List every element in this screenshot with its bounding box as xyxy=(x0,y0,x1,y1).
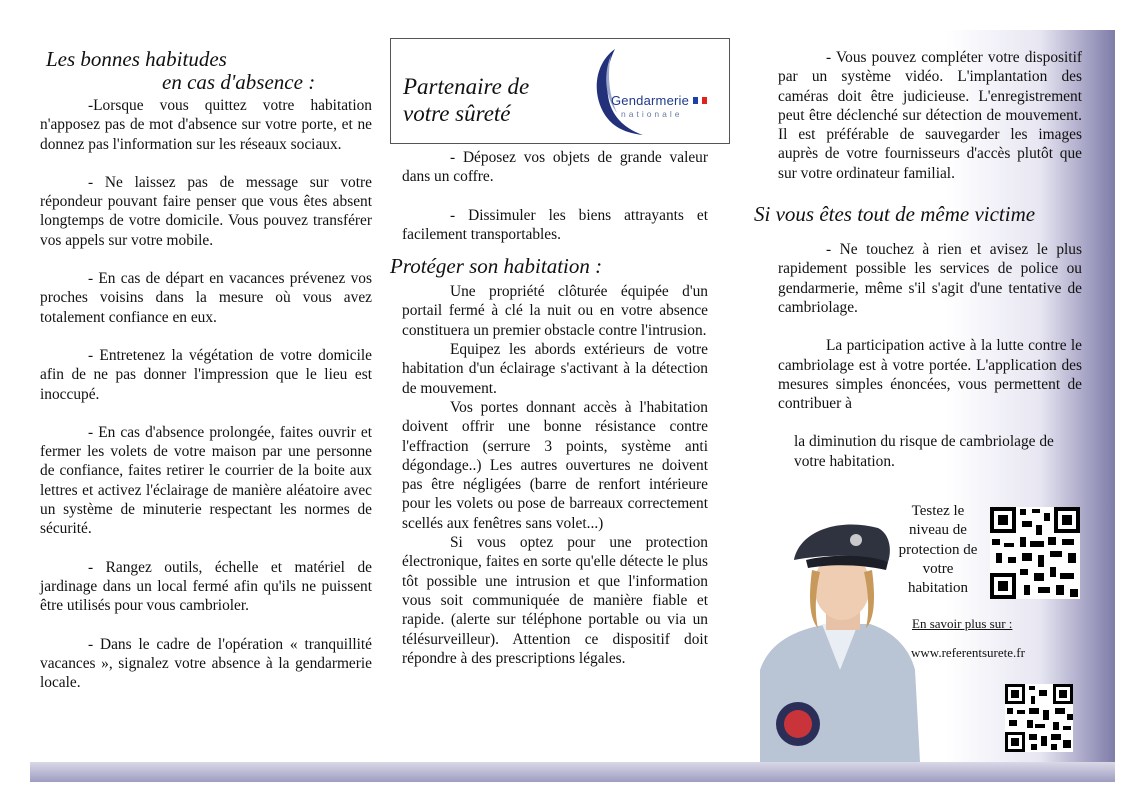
paragraph: La participation active à la lutte contre le cambriolage est à votre portée. L'application des mesures simples énoncées, vous permettent de contribuer à xyxy=(778,337,1082,413)
paragraph: Une propriété clôturée équipée d'un portail fermé à clé la nuit ou en votre absence constituera un premier obstacle contre l'intrusion. xyxy=(402,283,708,339)
en-savoir-plus-label: En savoir plus sur : xyxy=(912,616,1013,631)
partner-title: Partenaire de votre sûreté xyxy=(403,74,530,126)
section-title-line1: Les bonnes habitudes xyxy=(46,47,227,71)
paragraph: - Vous pouvez compléter votre dispositif par un système vidéo. L'implantation des caméras doit être judicieuse. L'enregistrement peut être déclenché sur détection de mouvement. Il est préférable de sauvegarder les images auprès de votre fournisseurs d'accès plutôt que sur votre ordinateur familial. xyxy=(778,49,1082,182)
section-heading-proteger: Protéger son habitation : xyxy=(390,254,603,279)
logo-subtitle: nationale xyxy=(621,109,683,119)
paragraph: la diminution du risque de cambriolage de votre habitation. xyxy=(794,433,1054,470)
paragraph: - Dissimuler les biens attrayants et facilement transportables. xyxy=(402,206,708,243)
gendarme-photo xyxy=(760,520,920,762)
test-protection-text: Testez le niveau de protection de votre habitation xyxy=(898,503,978,597)
background-gradient-bottom xyxy=(30,762,1115,782)
column-left xyxy=(40,48,372,711)
paragraph: Equipez les abords extérieurs de votre habitation d'un éclairage s'activant à la détection de mouvement. xyxy=(402,341,708,397)
paragraph: - En cas d'absence prolongée, faites ouvrir et fermer les volets de votre maison par une personne de confiance, faites retirer le courrier de la boite aux lettres et activez l'éclairage de manière aléatoire avec un système de minuterie respectant les normes de sécurité. xyxy=(40,423,372,538)
paragraph: - En cas de départ en vacances prévenez vos proches voisins dans la mesure où vous avez totalement confiance en eux. xyxy=(40,270,372,326)
website-link[interactable]: www.referentsurete.fr xyxy=(911,645,1025,660)
paragraph: - Déposez vos objets de grande valeur dans un coffre. xyxy=(402,149,708,186)
paragraph: - Ne laissez pas de message sur votre répondeur pouvant faire penser que vous êtes absent longtemps de votre domicile. Vous pouvez transférer vos appels sur votre mobile. xyxy=(40,173,372,249)
partner-box xyxy=(390,38,730,144)
paragraph: - Ne touchez à rien et avisez le plus rapidement possible les services de police ou gendarmerie, même s'il s'agit d'une tentative de cambriolage. xyxy=(778,241,1082,316)
paragraph: - Entretenez la végétation de votre domicile afin de ne pas donner l'impression que le lieu est inoccupé. xyxy=(40,346,372,403)
logo-name: Gendarmerie xyxy=(611,93,690,108)
column-right xyxy=(754,48,1082,490)
flag-icon xyxy=(693,97,707,104)
section-title-line2: en cas d'absence : xyxy=(162,70,316,94)
paragraph: -Lorsque vous quittez votre habitation n'apposez pas de mot d'absence sur votre porte, et ne donnez pas l'information sur les réseaux sociaux. xyxy=(40,97,372,153)
section-heading-victime: Si vous êtes tout de même victime xyxy=(754,202,1036,227)
paragraph: - Dans le cadre de l'opération « tranquillité vacances », signalez votre absence à la gendarmerie locale. xyxy=(40,635,372,692)
paragraph: Si vous optez pour une protection électronique, faites en sorte qu'elle détecte le plus tôt possible une intrusion et que l'information vous soit communiquée de manière fiable et rapide. (alerte sur téléphone portable ou via un télésurveilleur). Attention ce dispositif doit répondre à des prescriptions légales. xyxy=(402,534,708,667)
qr-code-test[interactable] xyxy=(990,507,1080,599)
column-middle xyxy=(390,148,708,668)
gendarmerie-logo xyxy=(585,45,715,137)
gendarmerie-flame-icon xyxy=(585,45,715,137)
paragraph: - Rangez outils, échelle et matériel de jardinage dans un local fermé afin qu'ils ne puissent être utilisés pour vous cambrioler. xyxy=(40,558,372,615)
paragraph: Vos portes donnant accès à l'habitation doivent offrir une bonne résistance contre l'effraction (serrure 3 points, système anti dégondage..) Les autres ouvertures ne doivent pas être négligées (barre de renfort intérieure pour les volets ou pose de barreaux correctement scellés aux fenêtres sans volet...) xyxy=(402,398,708,532)
qr-code-website[interactable] xyxy=(1005,684,1073,752)
